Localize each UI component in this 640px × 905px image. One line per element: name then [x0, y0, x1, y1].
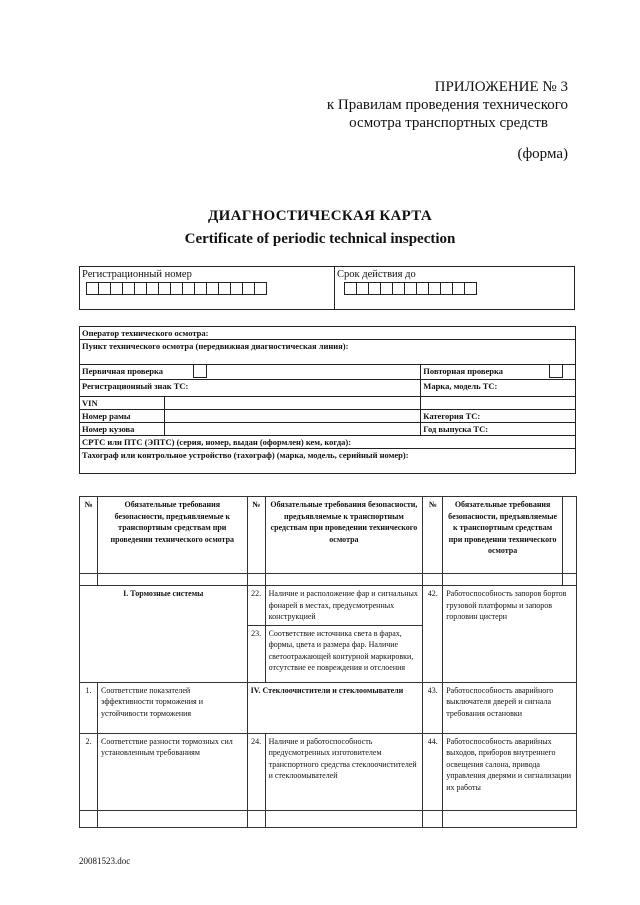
- item-text-1: Соответствие показателей эффективности торможения и устойчивости торможения: [97, 682, 247, 733]
- category-field[interactable]: Категория ТС:: [421, 409, 576, 422]
- item-num-1: 1.: [80, 682, 98, 733]
- item-num-22: 22.: [247, 586, 265, 626]
- item-num-24: 24.: [247, 733, 265, 810]
- file-name: 20081523.doc: [79, 856, 131, 866]
- body-number-field[interactable]: [165, 422, 421, 435]
- item-num-42: 42.: [423, 586, 443, 683]
- appendix-number: ПРИЛОЖЕНИЕ № 3: [434, 79, 568, 95]
- operator-field[interactable]: Оператор технического осмотра:: [80, 327, 576, 340]
- year-field[interactable]: Год выпуска ТС:: [421, 422, 576, 435]
- item-text-44: Работоспособность аварийных выходов, приборов внутреннего освещения салона, привода управления дверями и сигнализации их работы: [443, 733, 577, 810]
- requirements-table: [79, 496, 577, 828]
- item-num-2: 2.: [80, 733, 98, 810]
- registration-box: [79, 266, 575, 310]
- reg-sign-field[interactable]: Регистрационный знак ТС:: [80, 379, 421, 396]
- num-header-1: №: [80, 497, 98, 574]
- form-note: (форма): [517, 146, 568, 162]
- primary-check-checkbox[interactable]: [193, 364, 207, 378]
- repeat-check-row: [421, 365, 576, 380]
- validity-label: Срок действия до: [337, 269, 416, 280]
- registration-number-label: Регистрационный номер: [82, 269, 192, 280]
- primary-check-row: [80, 365, 421, 380]
- col-header-3: Обязательные требования безопасности, предъявляемые к транспортным средствам при проведении технического осмотра: [443, 497, 563, 574]
- vin-right-field[interactable]: [421, 396, 576, 409]
- document-title: ДИАГНОСТИЧЕСКАЯ КАРТА: [208, 208, 432, 224]
- tachograph-field[interactable]: Тахограф или контрольное устройство (тахограф) (марка, модель, серийный номер):: [80, 448, 576, 473]
- validity-date-cells[interactable]: [344, 282, 476, 295]
- section-brakes: I. Тормозные системы: [80, 586, 248, 683]
- item-text-22: Наличие и расположение фар и сигнальных фонарей в местах, предусмотренных конструкцией: [265, 586, 423, 626]
- appendix-subtitle-line2: осмотра транспортных средств: [349, 115, 548, 131]
- srts-field[interactable]: СРТС или ПТС (ЭПТС) (серия, номер, выдан (оформлен) кем, когда):: [80, 435, 576, 448]
- num-header-3: №: [423, 497, 443, 574]
- item-text-24: Наличие и работоспособность предусмотренных изготовителем транспортного средства стеклоочистителей и стеклоомывателей: [265, 733, 423, 810]
- item-text-42: Работоспособность запоров бортов грузовой платформы и запоров горловин цистерн: [443, 586, 577, 683]
- frame-number-field[interactable]: [165, 409, 421, 422]
- item-num-44: 44.: [423, 733, 443, 810]
- vin-field[interactable]: [165, 396, 421, 409]
- frame-number-label: Номер рамы: [80, 409, 165, 422]
- document-title-en: Certificate of periodic technical inspection: [184, 231, 456, 247]
- vehicle-info-form: [79, 326, 576, 474]
- vin-label: VIN: [80, 396, 165, 409]
- appendix-subtitle-line1: к Правилам проведения технического: [326, 97, 568, 113]
- registration-divider: [334, 267, 335, 309]
- item-text-43: Работоспособность аварийного выключателя дверей и сигнала требования остановки: [443, 682, 577, 733]
- inspection-point-field[interactable]: Пункт технического осмотра (передвижная диагностическая линия):: [80, 340, 576, 365]
- item-num-43: 43.: [423, 682, 443, 733]
- num-header-2: №: [247, 497, 265, 574]
- repeat-check-label: Повторная проверка: [423, 366, 504, 376]
- item-text-23: Соответствие источника света в фарах, формы, цвета и размера фар. Наличие светоотражающей контурной маркировки, отсутствие ее повреждения и отслоения: [265, 625, 423, 682]
- appendix-header: [320, 78, 568, 132]
- make-model-field[interactable]: Марка, модель ТС:: [421, 379, 576, 396]
- item-text-2: Соответствие разности тормозных сил установленным требованиям: [97, 733, 247, 810]
- section-wipers: IV. Стеклоочистители и стеклоомыватели: [247, 682, 423, 733]
- col-header-2: Обязательные требования безопасности, предъявляемые к транспортным средствам при проведении технического осмотра: [265, 497, 423, 574]
- repeat-check-checkbox[interactable]: [549, 364, 563, 378]
- primary-check-label: Первичная проверка: [82, 366, 164, 376]
- registration-number-cells[interactable]: [86, 282, 266, 295]
- col-header-1: Обязательные требования безопасности, предъявляемые к транспортным средствам при проведении технического осмотра: [97, 497, 247, 574]
- body-number-label: Номер кузова: [80, 422, 165, 435]
- item-num-23: 23.: [247, 625, 265, 682]
